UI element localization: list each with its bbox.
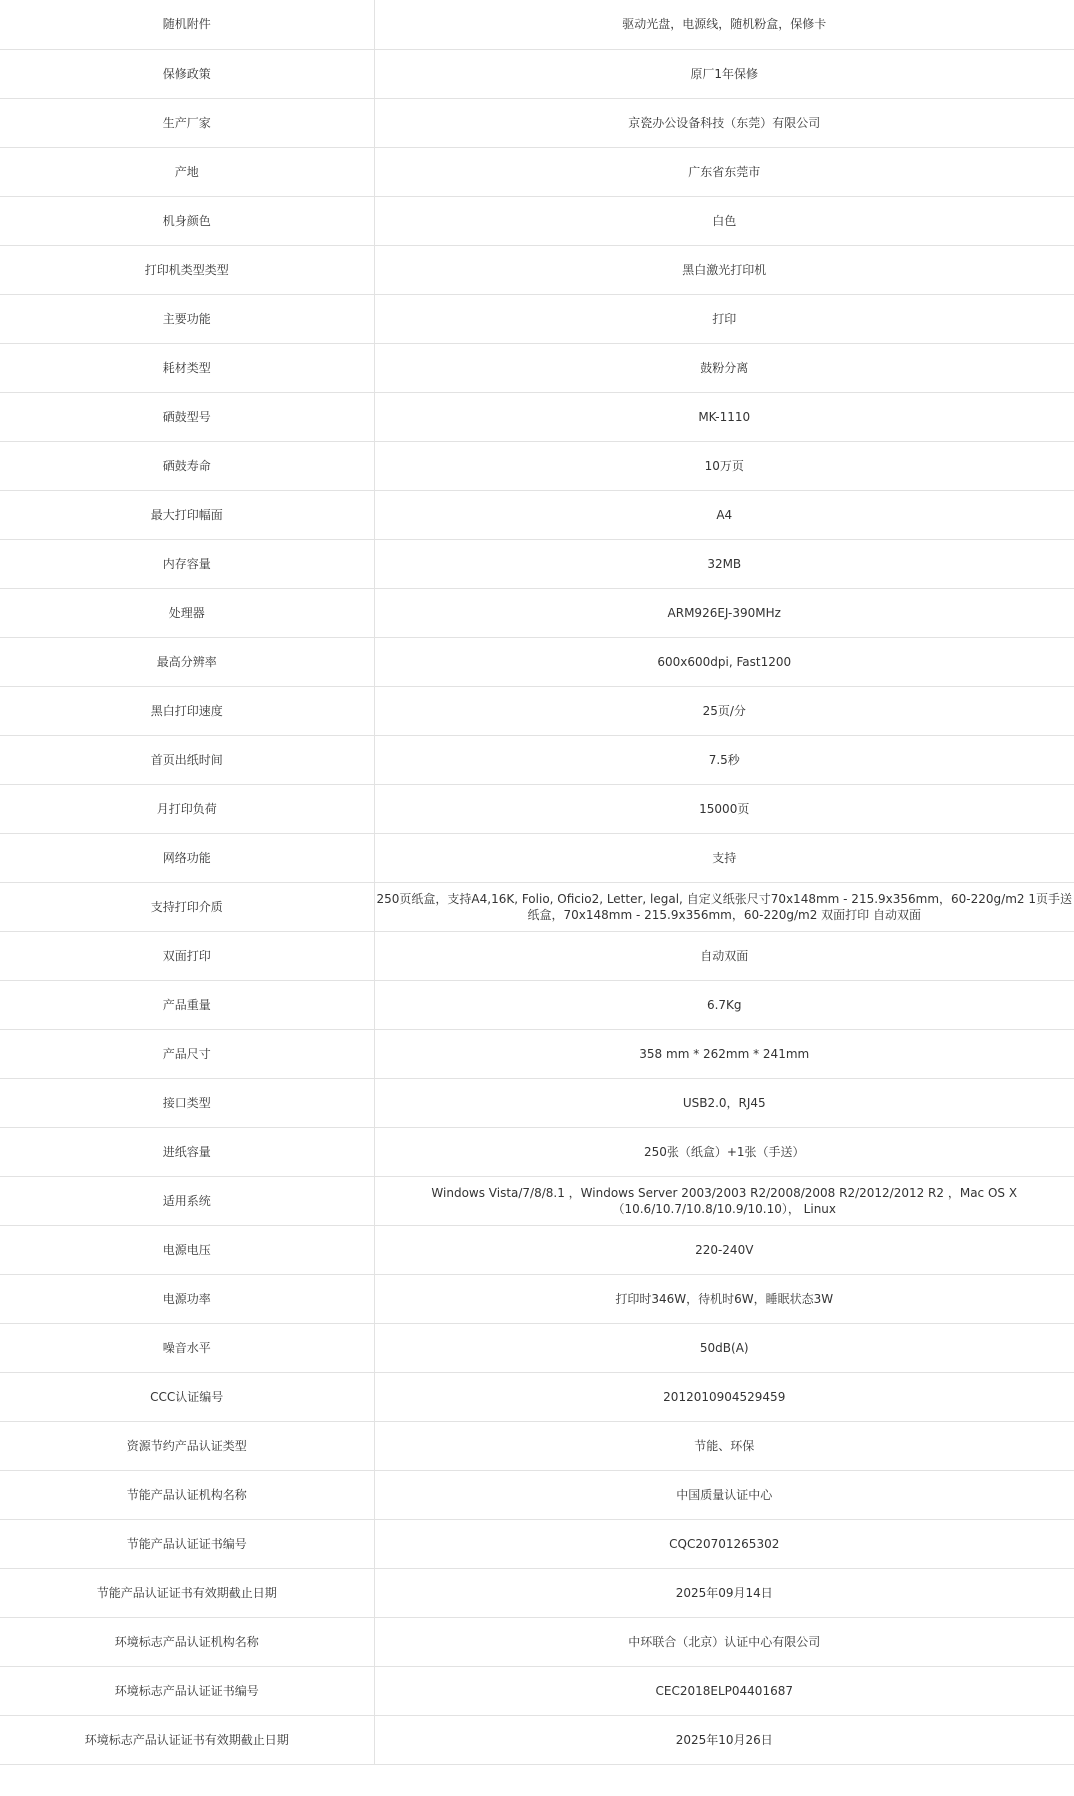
- spec-label: 随机附件: [0, 0, 374, 49]
- spec-value: 2012010904529459: [374, 1372, 1074, 1421]
- spec-label: 节能产品认证机构名称: [0, 1470, 374, 1519]
- spec-label: 接口类型: [0, 1078, 374, 1127]
- spec-value: 250页纸盒，支持A4,16K, Folio, Oficio2, Letter, legal, 自定义纸张尺寸70x148mm - 215.9x356mm，60-220g/m2 1页手送纸盒，70x148mm - 215.9x356mm，60-220g/m2 双面打印 自动双面: [374, 882, 1074, 931]
- spec-value: 京瓷办公设备科技（东莞）有限公司: [374, 98, 1074, 147]
- spec-label: 网络功能: [0, 833, 374, 882]
- spec-value: ARM926EJ-390MHz: [374, 588, 1074, 637]
- spec-label: 资源节约产品认证类型: [0, 1421, 374, 1470]
- spec-label: 节能产品认证证书有效期截止日期: [0, 1568, 374, 1617]
- spec-row: [0, 539, 1074, 588]
- spec-label: 主要功能: [0, 294, 374, 343]
- spec-value: 15000页: [374, 784, 1074, 833]
- spec-value: 鼓粉分离: [374, 343, 1074, 392]
- spec-label: 产地: [0, 147, 374, 196]
- spec-row: [0, 1421, 1074, 1470]
- spec-value: 25页/分: [374, 686, 1074, 735]
- spec-row: [0, 1666, 1074, 1715]
- spec-label: 黑白打印速度: [0, 686, 374, 735]
- spec-label: 机身颜色: [0, 196, 374, 245]
- spec-row: [0, 294, 1074, 343]
- spec-value: 600x600dpi, Fast1200: [374, 637, 1074, 686]
- spec-row: [0, 343, 1074, 392]
- spec-value: 2025年10月26日: [374, 1715, 1074, 1764]
- spec-label: 产品重量: [0, 980, 374, 1029]
- spec-row: [0, 1078, 1074, 1127]
- spec-row: [0, 0, 1074, 49]
- spec-row: [0, 1568, 1074, 1617]
- spec-value: 原厂1年保修: [374, 49, 1074, 98]
- spec-value: MK-1110: [374, 392, 1074, 441]
- spec-row: [0, 392, 1074, 441]
- spec-value: 220-240V: [374, 1225, 1074, 1274]
- spec-label: 首页出纸时间: [0, 735, 374, 784]
- spec-label: 打印机类型类型: [0, 245, 374, 294]
- spec-label: 硒鼓寿命: [0, 441, 374, 490]
- spec-row: [0, 196, 1074, 245]
- spec-label: 硒鼓型号: [0, 392, 374, 441]
- spec-value: 358 mm * 262mm * 241mm: [374, 1029, 1074, 1078]
- spec-value: 10万页: [374, 441, 1074, 490]
- spec-value: 50dB(A): [374, 1323, 1074, 1372]
- spec-label: 保修政策: [0, 49, 374, 98]
- spec-row: [0, 1274, 1074, 1323]
- spec-label: 噪音水平: [0, 1323, 374, 1372]
- spec-value: 白色: [374, 196, 1074, 245]
- spec-value: 2025年09月14日: [374, 1568, 1074, 1617]
- spec-label: CCC认证编号: [0, 1372, 374, 1421]
- spec-row: [0, 1715, 1074, 1764]
- spec-row: [0, 1225, 1074, 1274]
- spec-value: CQC20701265302: [374, 1519, 1074, 1568]
- spec-value: 7.5秒: [374, 735, 1074, 784]
- spec-row: [0, 245, 1074, 294]
- spec-label: 月打印负荷: [0, 784, 374, 833]
- spec-row: [0, 1127, 1074, 1176]
- spec-label: 环境标志产品认证证书有效期截止日期: [0, 1715, 374, 1764]
- spec-row: [0, 735, 1074, 784]
- spec-value: 打印时346W，待机时6W，睡眠状态3W: [374, 1274, 1074, 1323]
- spec-row: [0, 98, 1074, 147]
- spec-row: [0, 588, 1074, 637]
- spec-row: [0, 1176, 1074, 1225]
- spec-label: 双面打印: [0, 931, 374, 980]
- spec-row: [0, 637, 1074, 686]
- spec-label: 耗材类型: [0, 343, 374, 392]
- spec-value: 自动双面: [374, 931, 1074, 980]
- spec-value: 支持: [374, 833, 1074, 882]
- spec-value: A4: [374, 490, 1074, 539]
- spec-value: 中国质量认证中心: [374, 1470, 1074, 1519]
- spec-label: 环境标志产品认证证书编号: [0, 1666, 374, 1715]
- spec-label: 电源功率: [0, 1274, 374, 1323]
- spec-label: 电源电压: [0, 1225, 374, 1274]
- spec-label: 产品尺寸: [0, 1029, 374, 1078]
- spec-value: 驱动光盘，电源线，随机粉盒，保修卡: [374, 0, 1074, 49]
- spec-label: 最大打印幅面: [0, 490, 374, 539]
- spec-label: 适用系统: [0, 1176, 374, 1225]
- spec-row: [0, 49, 1074, 98]
- spec-row: [0, 1519, 1074, 1568]
- spec-value: 6.7Kg: [374, 980, 1074, 1029]
- spec-row: [0, 1617, 1074, 1666]
- spec-value: CEC2018ELP04401687: [374, 1666, 1074, 1715]
- spec-value: 32MB: [374, 539, 1074, 588]
- spec-value: 打印: [374, 294, 1074, 343]
- spec-value: 节能、环保: [374, 1421, 1074, 1470]
- spec-value: 250张（纸盒）+1张（手送）: [374, 1127, 1074, 1176]
- spec-row: [0, 686, 1074, 735]
- spec-row: [0, 882, 1074, 931]
- spec-row: [0, 1372, 1074, 1421]
- spec-row: [0, 490, 1074, 539]
- spec-label: 内存容量: [0, 539, 374, 588]
- spec-value: USB2.0，RJ45: [374, 1078, 1074, 1127]
- spec-row: [0, 441, 1074, 490]
- spec-row: [0, 1029, 1074, 1078]
- spec-label: 支持打印介质: [0, 882, 374, 931]
- spec-row: [0, 147, 1074, 196]
- spec-row: [0, 784, 1074, 833]
- spec-label: 处理器: [0, 588, 374, 637]
- spec-label: 进纸容量: [0, 1127, 374, 1176]
- spec-value: Windows Vista/7/8/8.1 ，Windows Server 2003/2003 R2/2008/2008 R2/2012/2012 R2 ，Mac OS X （10.6/10.7/10.8/10.9/10.10）， Linux: [374, 1176, 1074, 1225]
- spec-row: [0, 931, 1074, 980]
- spec-label: 最高分辨率: [0, 637, 374, 686]
- spec-label: 环境标志产品认证机构名称: [0, 1617, 374, 1666]
- spec-label: 生产厂家: [0, 98, 374, 147]
- spec-value: 广东省东莞市: [374, 147, 1074, 196]
- spec-value: 中环联合（北京）认证中心有限公司: [374, 1617, 1074, 1666]
- spec-row: [0, 833, 1074, 882]
- spec-value: 黑白激光打印机: [374, 245, 1074, 294]
- spec-row: [0, 980, 1074, 1029]
- spec-label: 节能产品认证证书编号: [0, 1519, 374, 1568]
- spec-row: [0, 1323, 1074, 1372]
- spec-row: [0, 1470, 1074, 1519]
